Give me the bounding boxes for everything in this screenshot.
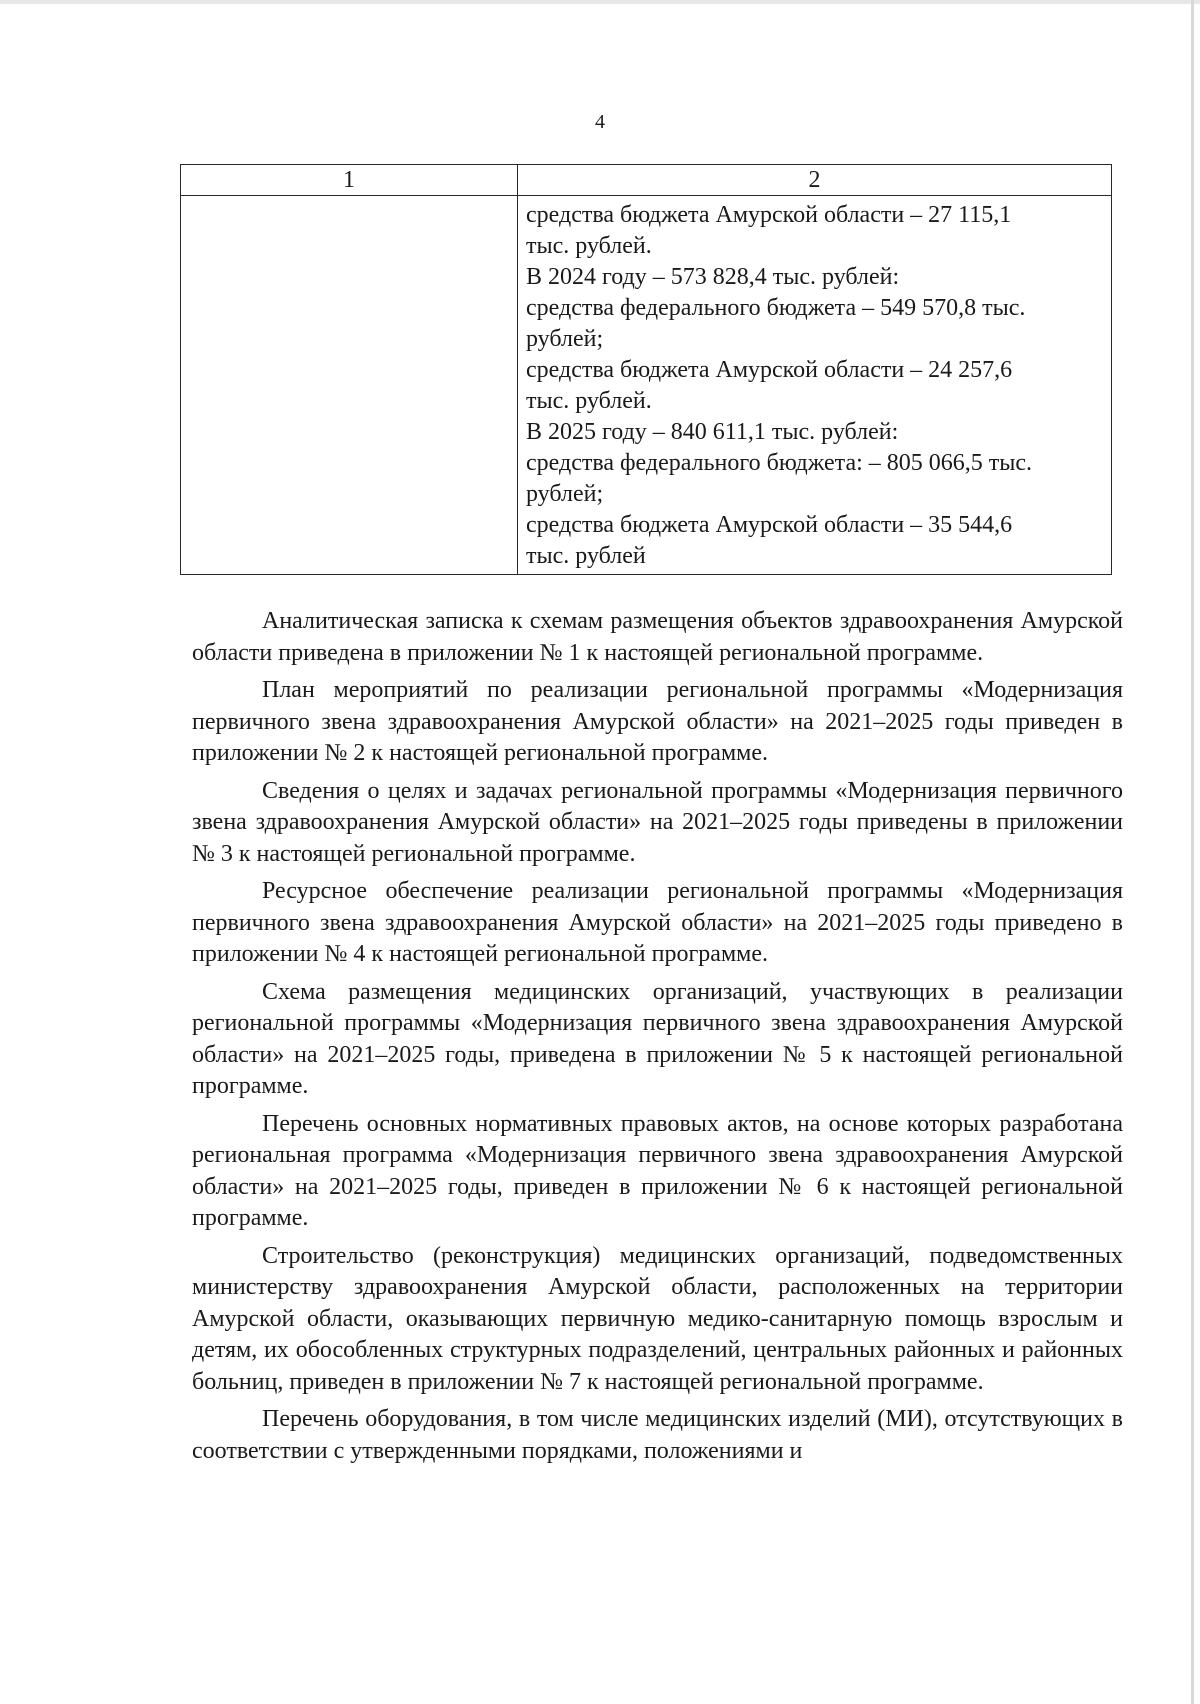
- table-cell-line: тыс. рублей: [526, 543, 646, 569]
- paragraph-goals-tasks: Сведения о целях и задачах региональной программы «Модернизация первичного звена здравоохранения Амурской области» на 2021–2025 годы приведены в приложении № 3 к настоящей региональной программе.: [192, 777, 1123, 867]
- paragraph-resource-support: Ресурсное обеспечение реализации региональной программы «Модернизация первичного звена здравоохранения Амурской области» на 2021–2025 годы приведено в приложении № 4 к настоящей региональной программе.: [192, 878, 1123, 967]
- table-cell-line: тыс. рублей.: [526, 233, 652, 259]
- table-cell-line: В 2024 году – 573 828,4 тыс. рублей:: [526, 264, 900, 290]
- paragraph-legal-acts: Перечень основных нормативных правовых актов, на основе которых разработана региональная программа «Модернизация первичного звена здравоохранения Амурской области» на 2021–2025 годы, приведен в приложении № 6 к настоящей региональной программе.: [192, 1110, 1123, 1231]
- paragraph-action-plan: План мероприятий по реализации региональной программы «Модернизация первичного звена здравоохранения Амурской области» на 2021–2025 годы приведен в приложении № 2 к настоящей региональной программе.: [192, 677, 1123, 766]
- table-cell-line: рублей;: [526, 481, 604, 507]
- page-number: 4: [595, 111, 605, 133]
- table-cell-line: средства бюджета Амурской области – 24 257,6: [526, 357, 1013, 383]
- table-cell-col-1: [181, 196, 518, 575]
- paragraph-analytical-note: Аналитическая записка к схемам размещения объектов здравоохранения Амурской области приведена в приложении № 1 к настоящей региональной программе.: [192, 608, 1123, 666]
- table-header-row: [181, 165, 1112, 196]
- table-cell-line: средства федерального бюджета – 549 570,8 тыс.: [526, 295, 1026, 321]
- paragraph-construction: Строительство (реконструкция) медицинских организаций, подведомственных министерству здравоохранения Амурской области, расположенных на территории Амурской области, оказывающих первичную медико-санитарную помощь взрослым и детям, их обособленных структурных подразделений, центральных районных и районных больниц, приведен в приложении № 7 к настоящей региональной программе.: [192, 1242, 1123, 1395]
- table-cell-line: рублей;: [526, 326, 604, 352]
- table-cell-line: средства бюджета Амурской области – 27 115,1: [526, 202, 1012, 228]
- paragraph-equipment-list: Перечень оборудования, в том числе медицинских изделий (МИ), отсутствующих в соответствии с утвержденными порядками, положениями и: [192, 1406, 1123, 1464]
- table-cell-line: тыс. рублей.: [526, 388, 652, 414]
- scan-edge-top: [0, 0, 1200, 4]
- scan-edge-right: [1191, 0, 1194, 1704]
- table-row: [181, 196, 1112, 575]
- paragraph-placement-scheme: Схема размещения медицинских организаций, участвующих в реализации региональной программы «Модернизация первичного звена здравоохранения Амурской области» на 2021–2025 годы, приведена в приложении № 5 к настоящей региональной программе.: [192, 978, 1123, 1099]
- table-cell-line: В 2025 году – 840 611,1 тыс. рублей:: [526, 419, 899, 445]
- table-cell-line: средства федерального бюджета: – 805 066,5 тыс.: [526, 450, 1033, 476]
- funding-table: [180, 164, 1112, 575]
- table-cell-col-2: [518, 196, 1112, 575]
- table-cell-line: средства бюджета Амурской области – 35 544,6: [526, 512, 1013, 538]
- table-header-col-1: 1: [181, 165, 518, 196]
- body-text: [192, 606, 1123, 1473]
- table-header-col-2: 2: [518, 165, 1112, 196]
